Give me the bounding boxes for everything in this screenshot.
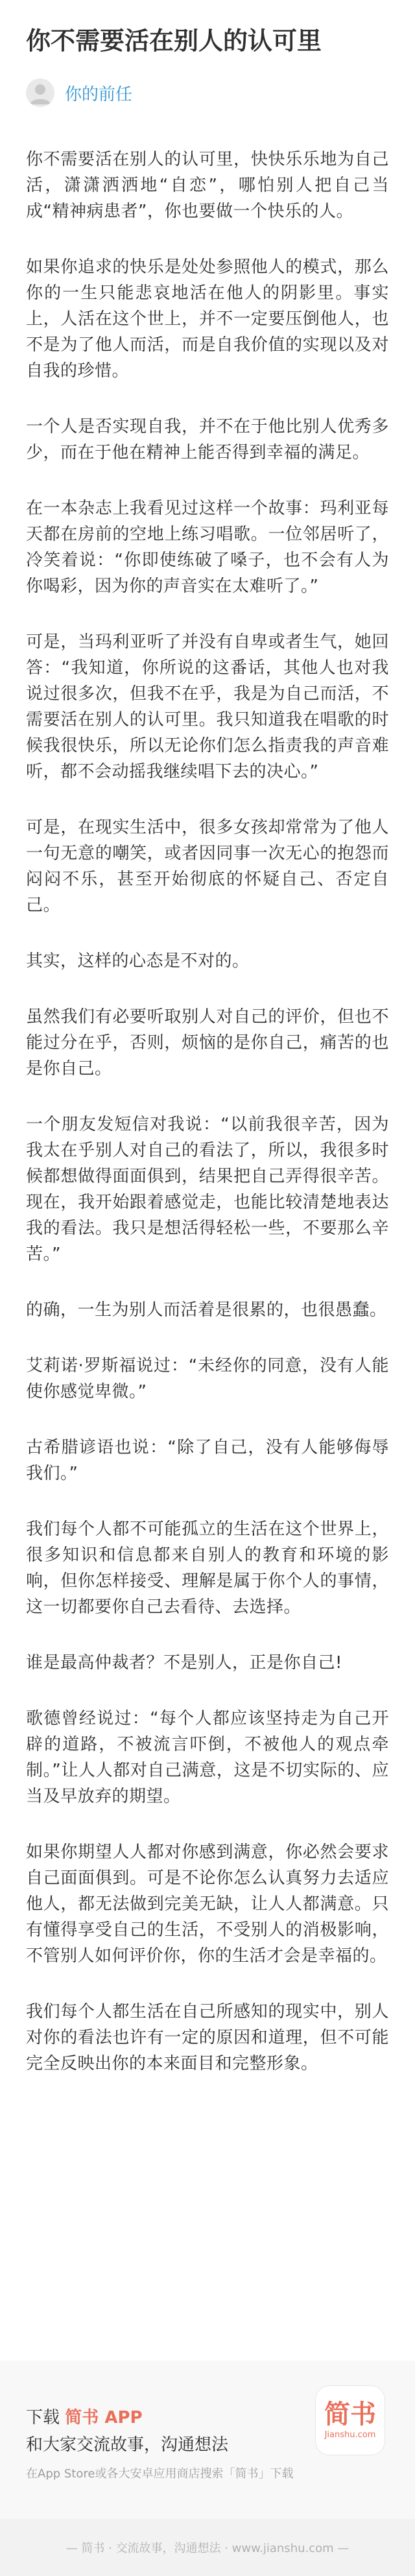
paragraph: 谁是最高仲裁者？不是别人，正是你自己!	[26, 1653, 342, 1673]
paragraph: 你不需要活在别人的认可里，快快乐乐地为自己活，潇潇洒洒地“自恋”，哪怕别人把自己当成“精神病患者”，你也要做一个快乐的人。	[26, 150, 389, 221]
footer	[0, 2519, 415, 2576]
paragraph: 艾莉诺·罗斯福说过：“未经你的同意，没有人能使你感觉卑微。”	[26, 1356, 389, 1401]
paragraph: 我们每个人都不可能孤立的生活在这个世界上，很多知识和信息都来自别人的教育和环境的影响，但你怎样接受、理解是属于你个人的事情，这一切都要你自己去看待、去选择。	[26, 1520, 389, 1617]
paragraph: 一个人是否实现自我，并不在于他比别人优秀多少，而在于他在精神上能否得到幸福的满足。	[26, 417, 389, 462]
logo-domain: Jianshu.com	[324, 2430, 376, 2440]
article-body	[0, 108, 415, 2077]
paragraph: 如果你追求的快乐是处处参照他人的模式，那么你的一生只能悲哀地活在他人的阴影里。事实上，人活在这个世上，并不一定要压倒他人，也不是为了他人而活，而是自我价值的实现以及对自我的珍惜。	[26, 257, 389, 381]
logo-text: 简书	[324, 2400, 376, 2429]
article-title: 你不需要活在别人的认可里	[26, 27, 322, 55]
paragraph: 一个朋友发短信对我说：“以前我很辛苦，因为我太在乎别人对自己的看法了，所以，我很多时候都想做得面面俱到，结果把自己弄得很辛苦。现在，我开始跟着感觉走，也能比较清楚地表达我的看法。我只是想活得轻松一些，不要那么辛苦。”	[26, 1115, 389, 1264]
paragraph: 古希腊谚语也说：“除了自己，没有人能够侮辱我们。”	[26, 1438, 389, 1483]
paragraph: 可是，当玛利亚听了并没有自卑或者生气，她回答：“我知道，你所说的这番话，其他人也对我说过很多次，但我不在乎，我是为自己而活，不需要活在别人的认可里。我只知道我在唱歌的时候我很快乐，所以无论你们怎么指责我的声音难听，都不会动摇我继续唱下去的决心。”	[26, 632, 389, 781]
paragraph: 如果你期望人人都对你感到满意，你必然会要求自己面面俱到。可是不论你怎么认真努力去适应他人，都无法做到完美无缺，让人人都满意。只有懂得享受自己的生活，不受别人的消极影响，不管别人如何评价你，你的生活才会是幸福的。	[26, 1843, 389, 1966]
paragraph: 的确，一生为别人而活着是很累的，也很愚蠢。	[26, 1300, 387, 1320]
promo-download-prefix: 下载	[26, 2408, 65, 2427]
promo-tagline: 和大家交流故事，沟通想法	[26, 2435, 229, 2455]
paragraph: 我们每个人都生活在自己所感知的现实中，别人对你的看法也许有一定的原因和道理，但不可能完全反映出你的本来面目和完整形象。	[26, 2002, 389, 2073]
paragraph: 在一本杂志上我看见过这样一个故事：玛利亚每天都在房前的空地上练习唱歌。一位邻居听了，冷笑着说：“你即使练破了嗓子，也不会有人为你喝彩，因为你的声音实在太难听了。”	[26, 499, 389, 596]
paragraph: 歌德曾经说过：“每个人都应该坚持走为自己开辟的道路，不被流言吓倒，不被他人的观点牵制。”让人人都对自己满意，这是不切实际的、应当及早放弃的期望。	[26, 1709, 389, 1806]
jianshu-logo-icon[interactable]	[315, 2385, 385, 2455]
paragraph: 虽然我们有必要听取别人对自己的评价，但也不能过分在乎，否则，烦恼的是你自己，痛苦的也是你自己。	[26, 1007, 389, 1079]
author-name[interactable]: 你的前任	[65, 84, 133, 104]
user-avatar-icon[interactable]	[26, 78, 54, 107]
promo-hint: 在App Store或各大安卓应用商店搜索「简书」下载	[26, 2467, 294, 2481]
author-row[interactable]	[0, 58, 415, 108]
paragraph: 其实，这样的心态是不对的。	[26, 951, 250, 971]
paragraph: 可是，在现实生活中，很多女孩却常常为了他人一句无意的嘲笑，或者因同事一次无心的抱怨而闷闷不乐，甚至开始彻底的怀疑自己、否定自己。	[26, 818, 389, 915]
promo-brand[interactable]: 简书 APP	[65, 2408, 143, 2427]
footer-text: — 简书 · 交流故事，沟通想法 · www.jianshu.com —	[65, 2542, 350, 2555]
app-download-banner[interactable]	[0, 2361, 415, 2519]
